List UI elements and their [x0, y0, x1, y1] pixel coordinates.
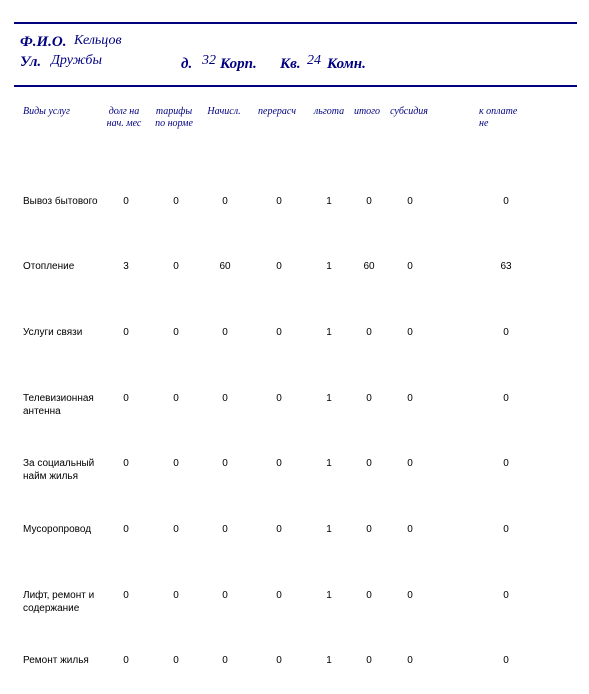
debt-value: 0 — [123, 655, 129, 666]
subsidy-value: 0 — [407, 261, 413, 272]
tariff-value: 0 — [173, 458, 179, 469]
total-value: 0 — [366, 655, 372, 666]
service-name: Лифт, ремонт и содержание — [23, 590, 95, 614]
house-value: 32 — [202, 53, 216, 68]
to-pay-value: 0 — [503, 590, 509, 601]
recalc-value: 0 — [276, 655, 282, 666]
charged-value: 0 — [222, 327, 228, 338]
recalc-value: 0 — [276, 196, 282, 207]
column-header-tariff: тарифы по норме — [155, 106, 193, 129]
recalc-value: 0 — [276, 393, 282, 404]
total-value: 60 — [363, 261, 375, 272]
service-name: Мусоропровод — [23, 524, 92, 535]
benefit-value: 1 — [326, 261, 332, 272]
street-value: Дружбы — [51, 53, 102, 68]
charged-value: 0 — [222, 196, 228, 207]
table-row — [0, 195, 589, 235]
recalc-value: 0 — [276, 458, 282, 469]
subsidy-value: 0 — [407, 196, 413, 207]
kv-label: Кв. — [280, 56, 301, 72]
to-pay-value: 0 — [503, 393, 509, 404]
debt-value: 0 — [123, 524, 129, 535]
benefit-value: 1 — [326, 655, 332, 666]
debt-value: 0 — [123, 458, 129, 469]
fio-value: Кельцов — [74, 33, 122, 48]
total-value: 0 — [366, 327, 372, 338]
subsidy-value: 0 — [407, 393, 413, 404]
tariff-value: 0 — [173, 261, 179, 272]
komn-label: Комн. — [327, 56, 366, 72]
charged-value: 0 — [222, 655, 228, 666]
table-row — [0, 589, 589, 629]
tariff-value: 0 — [173, 393, 179, 404]
debt-value: 3 — [123, 261, 129, 272]
korp-label: Корп. — [220, 56, 257, 72]
to-pay-value: 0 — [503, 196, 509, 207]
table-row — [0, 654, 589, 694]
column-header-services: Виды услуг — [23, 106, 70, 117]
recalc-value: 0 — [276, 327, 282, 338]
service-name: Вывоз бытового — [23, 196, 98, 207]
subsidy-value: 0 — [407, 655, 413, 666]
top-divider — [14, 22, 577, 24]
column-header-debt: долг на нач. мес — [106, 106, 142, 129]
fio-label: Ф.И.О. — [20, 34, 67, 50]
tariff-value: 0 — [173, 524, 179, 535]
benefit-value: 1 — [326, 458, 332, 469]
to-pay-value: 0 — [503, 327, 509, 338]
kv-value: 24 — [307, 53, 321, 68]
table-row — [0, 326, 589, 366]
table-row — [0, 392, 589, 432]
recalc-value: 0 — [276, 261, 282, 272]
charged-value: 0 — [222, 393, 228, 404]
table-row — [0, 457, 589, 497]
debt-value: 0 — [123, 196, 129, 207]
benefit-value: 1 — [326, 590, 332, 601]
column-header-to-pay: к оплате не — [479, 106, 518, 129]
debt-value: 0 — [123, 393, 129, 404]
recalc-value: 0 — [276, 524, 282, 535]
tariff-value: 0 — [173, 327, 179, 338]
benefit-value: 1 — [326, 393, 332, 404]
service-name: За социальный найм жилья — [23, 458, 95, 482]
to-pay-value: 0 — [503, 524, 509, 535]
total-value: 0 — [366, 590, 372, 601]
house-label: д. — [181, 56, 193, 72]
tariff-value: 0 — [173, 196, 179, 207]
street-label: Ул. — [20, 54, 42, 70]
column-header-charged: Начисл. — [207, 106, 241, 117]
recalc-value: 0 — [276, 590, 282, 601]
column-header-total: итого — [353, 106, 381, 117]
column-header-benefit: льгота — [313, 106, 345, 117]
tariff-value: 0 — [173, 590, 179, 601]
total-value: 0 — [366, 458, 372, 469]
debt-value: 0 — [123, 327, 129, 338]
charged-value: 0 — [222, 590, 228, 601]
service-name: Ремонт жилья — [23, 655, 89, 666]
benefit-value: 1 — [326, 196, 332, 207]
charged-value: 60 — [219, 261, 231, 272]
benefit-value: 1 — [326, 327, 332, 338]
to-pay-value: 0 — [503, 458, 509, 469]
charged-value: 0 — [222, 524, 228, 535]
total-value: 0 — [366, 393, 372, 404]
benefit-value: 1 — [326, 524, 332, 535]
total-value: 0 — [366, 524, 372, 535]
column-header-subsidy: субсидия — [390, 106, 428, 117]
service-name: Услуги связи — [23, 327, 83, 338]
debt-value: 0 — [123, 590, 129, 601]
subsidy-value: 0 — [407, 524, 413, 535]
subsidy-value: 0 — [407, 458, 413, 469]
table-row — [0, 260, 589, 300]
to-pay-value: 63 — [500, 261, 512, 272]
header-divider — [14, 85, 577, 87]
subsidy-value: 0 — [407, 327, 413, 338]
tariff-value: 0 — [173, 655, 179, 666]
total-value: 0 — [366, 196, 372, 207]
to-pay-value: 0 — [503, 655, 509, 666]
table-row — [0, 523, 589, 563]
charged-value: 0 — [222, 458, 228, 469]
service-name: Отопление — [23, 261, 75, 272]
column-header-recalc: перерасч — [258, 106, 296, 117]
subsidy-value: 0 — [407, 590, 413, 601]
service-name: Телевизионная антенна — [23, 393, 94, 417]
